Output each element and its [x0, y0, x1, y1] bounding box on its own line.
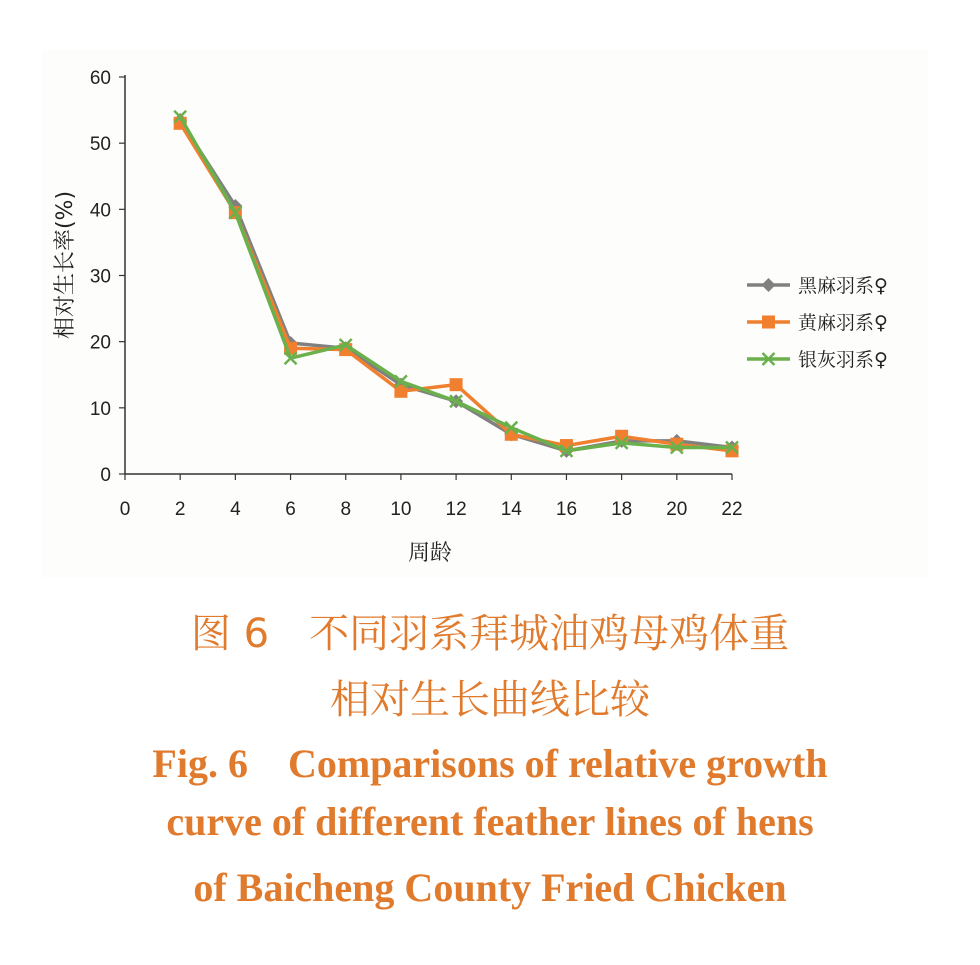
y-tick-label: 60 [89, 68, 111, 89]
y-tick-label: 10 [89, 398, 111, 420]
y-tick-label: 30 [89, 266, 111, 288]
legend-label: 黄麻羽系♀ [798, 312, 888, 334]
caption-en-line1: Fig. 6 Comparisons of relative growth [152, 741, 828, 786]
legend-item [747, 349, 888, 371]
plot-panel [42, 50, 928, 578]
y-tick-label: 20 [89, 332, 111, 354]
x-tick-label: 0 [119, 499, 131, 520]
legend-marker [762, 316, 775, 329]
y-tick-label: 50 [89, 134, 111, 156]
line-chart [42, 50, 928, 578]
y-axis-title: 相对生长率(%) [53, 190, 78, 340]
x-tick-label: 20 [666, 499, 688, 520]
x-tick-label: 10 [390, 499, 412, 520]
x-tick-label: 4 [230, 499, 241, 520]
x-tick-label: 8 [340, 499, 352, 520]
chart-legend [747, 275, 888, 371]
caption-zh-line2: 相对生长曲线比较 [330, 677, 650, 723]
x-tick-label: 18 [611, 499, 633, 520]
legend-item [747, 312, 888, 334]
legend-label: 黑麻羽系♀ [798, 275, 888, 297]
y-tick-label: 40 [89, 200, 111, 222]
caption-en-line2: curve of different feather lines of hens [166, 799, 814, 844]
x-tick-label: 2 [174, 499, 186, 520]
caption-zh-line1: 图 6 不同羽系拜城油鸡母鸡体重 [190, 611, 790, 657]
x-tick-label: 22 [721, 499, 743, 520]
x-tick-label: 12 [445, 499, 467, 520]
chart-series [173, 111, 739, 458]
legend-label: 银灰羽系♀ [798, 349, 888, 371]
data-point [615, 430, 628, 443]
x-axis-title: 周龄 [407, 541, 453, 566]
x-tick-label: 14 [500, 499, 522, 520]
series-1 [173, 113, 739, 458]
legend-marker [762, 278, 776, 292]
caption-en-line3: of Baicheng County Fried Chicken [193, 865, 787, 910]
legend-item [747, 275, 888, 297]
data-point [450, 378, 463, 391]
y-tick-label: 0 [100, 465, 111, 486]
x-tick-label: 16 [555, 499, 578, 520]
x-tick-label: 6 [285, 499, 296, 520]
